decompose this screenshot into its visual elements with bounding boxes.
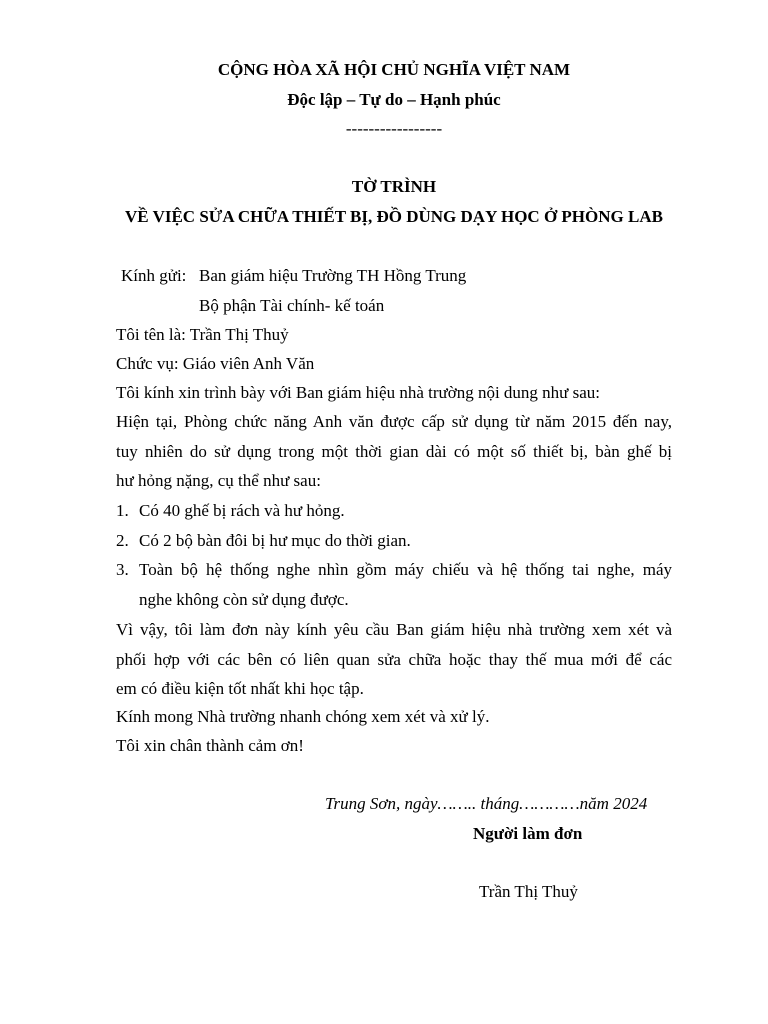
author-position-line: Chức vụ: Giáo viên Anh Văn: [116, 354, 315, 373]
list-item: [116, 555, 672, 614]
list-number: 3.: [116, 560, 129, 579]
list-text: Toàn bộ hệ thống nghe nhìn gồm máy chiếu và hệ thống tai nghe, máy: [139, 560, 672, 579]
place-date: Trung Sơn, ngày…….. tháng…………năm 2024: [325, 794, 648, 813]
addressee-recipient-1: Ban giám hiệu Trường TH Hồng Trung: [199, 266, 467, 285]
list-number: 2.: [116, 530, 129, 550]
list-number: 1.: [116, 501, 129, 520]
list-item: [116, 496, 672, 526]
document-subject: VỀ VIỆC SỬA CHỮA THIẾT BỊ, ĐỒ DÙNG DẠY HỌC Ở PHÒNG LAB: [125, 207, 663, 226]
author-name-line: Tôi tên là: Trần Thị Thuỷ: [116, 325, 289, 344]
signer-name: Trần Thị Thuỷ: [479, 882, 578, 901]
header-divider: -----------------: [345, 119, 443, 138]
paragraph-line: phối hợp với các bên có liên quan sửa chữa hoặc thay thế mua mới để các: [116, 649, 672, 669]
damage-list: [116, 496, 672, 614]
addressee-label: Kính gửi:: [121, 266, 187, 285]
motto-heading: Độc lập – Tự do – Hạnh phúc: [287, 90, 501, 109]
paragraph-request: [116, 615, 672, 704]
country-heading: CỘNG HÒA XÃ HỘI CHỦ NGHĨA VIỆT NAM: [217, 60, 571, 79]
paragraph-line: tuy nhiên do sử dụng trong một thời gian dài có một số thiết bị, bàn ghế bị: [116, 441, 672, 461]
intro-line: Tôi kính xin trình bày với Ban giám hiệu nhà trường nội dung như sau:: [116, 383, 601, 402]
paragraph-current-state: [116, 407, 672, 496]
list-text: Có 40 ghế bị rách và hư hỏng.: [139, 501, 345, 520]
closing-request: Kính mong Nhà trường nhanh chóng xem xét và xử lý.: [116, 707, 490, 726]
paragraph-line: em có điều kiện tốt nhất khi học tập.: [116, 679, 364, 698]
list-item: [116, 526, 672, 556]
addressee-recipient-2: Bộ phận Tài chính- kế toán: [199, 296, 385, 315]
list-text: nghe không còn sử dụng được.: [139, 589, 349, 609]
list-text: Có 2 bộ bàn đôi bị hư mục do thời gian.: [139, 530, 411, 550]
signer-role: Người làm đơn: [473, 824, 583, 843]
document-title: TỜ TRÌNH: [351, 177, 437, 196]
paragraph-line: Hiện tại, Phòng chức năng Anh văn được cấp sử dụng từ năm 2015 đến nay,: [116, 412, 672, 431]
closing-thanks: Tôi xin chân thành cảm ơn!: [116, 736, 304, 755]
paragraph-line: hư hỏng nặng, cụ thể như sau:: [116, 471, 321, 490]
paragraph-line: Vì vậy, tôi làm đơn này kính yêu cầu Ban giám hiệu nhà trường xem xét và: [116, 620, 672, 639]
